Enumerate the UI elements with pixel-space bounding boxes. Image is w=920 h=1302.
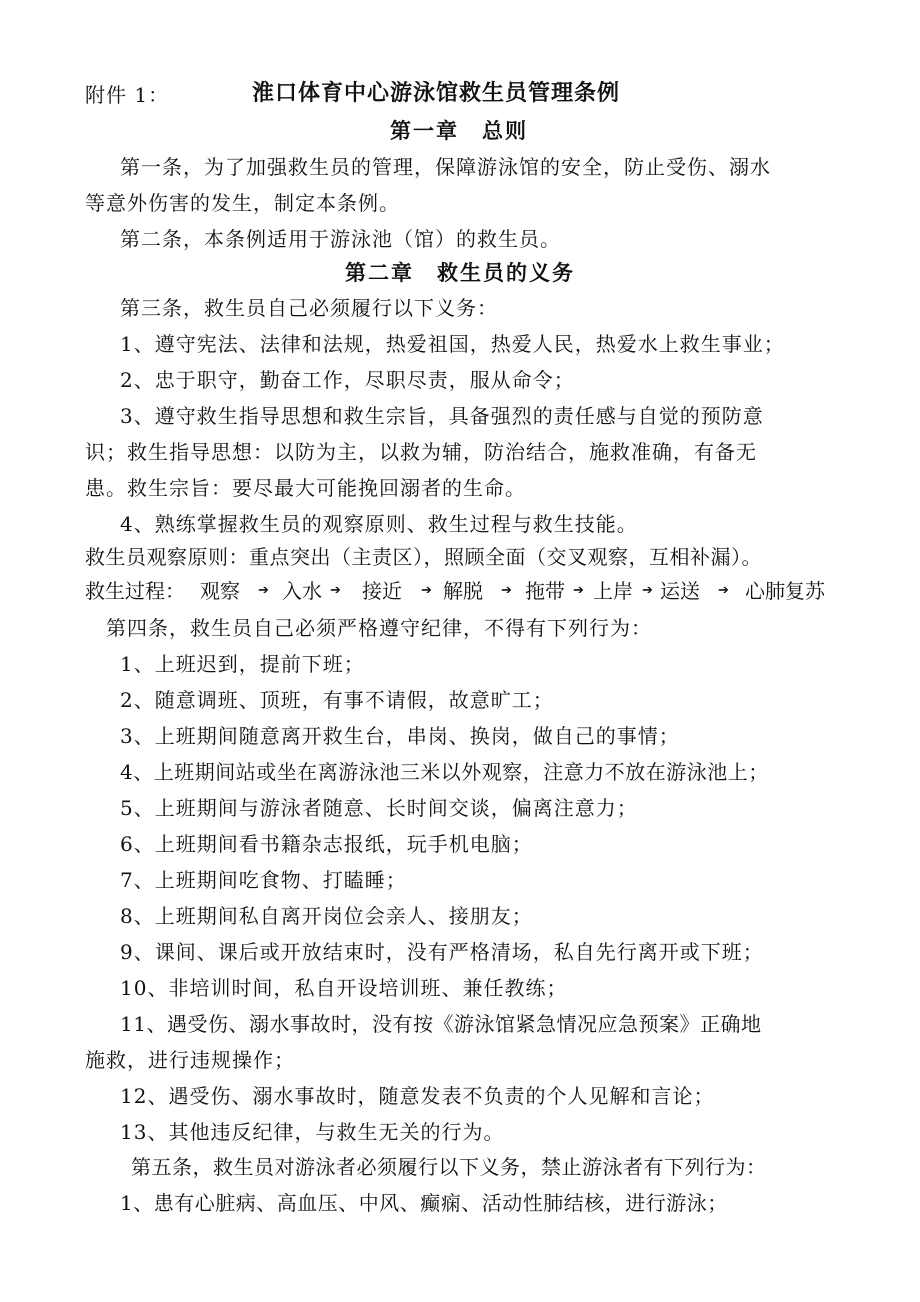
rule-1: 1、上班迟到，提前下班； [120,652,365,676]
rule-3: 3、上班期间随意离开救生台，串岗、换岗，做自己的事情； [120,724,680,748]
process-step: 拖带 [525,579,565,603]
arrow-right-icon: ➔ [573,583,584,598]
process-step: 运送 [660,579,700,603]
arrow-right-icon: ➔ [501,583,512,598]
process-step: 上岸 [593,579,633,603]
article2: 第二条，本条例适用于游泳池（馆）的救生员。 [120,227,561,251]
rule-6: 6、上班期间看书籍杂志报纸，玩手机电脑； [120,832,533,856]
rule-13: 13、其他违反纪律，与救生无关的行为。 [120,1120,505,1144]
rule-12: 12、遇受伤、溺水事故时，随意发表不负责的个人见解和言论； [120,1084,715,1108]
observation-principle: 救生员观察原则：重点突出（主责区），照顾全面（交叉观察，互相补漏）。 [85,545,762,569]
process-step: 心肺复苏 [745,579,825,603]
rule-10: 10、非培训时间，私自开设培训班、兼任教练； [120,976,568,1000]
chapter2-heading: 第二章 救生员的义务 [345,261,575,285]
rule-11-line1: 11、遇受伤、溺水事故时，没有按《游泳馆紧急情况应急预案》正确地 [120,1012,762,1036]
process-step: 接近 [362,579,402,603]
chapter1-heading: 第一章 总则 [390,119,528,143]
rule-8: 8、上班期间私自离开岗位会亲人、接朋友； [120,904,533,928]
process-step: 入水 [282,579,322,603]
rule-9: 9、课间、课后或开放结束时，没有严格清场，私自先行离开或下班； [120,940,764,964]
duty-3-line1: 3、遵守救生指导思想和救生宗旨，具备强烈的责任感与自觉的预防意 [120,404,764,428]
rule-2: 2、随意调班、顶班，有事不请假，故意旷工； [120,688,554,712]
article1-line1: 第一条，为了加强救生员的管理，保障游泳馆的安全，防止受伤、溺水 [120,155,771,179]
duty-3-line3: 患。救生宗旨：要尽最大可能挽回溺者的生命。 [85,476,526,500]
process-step: 解脱 [443,579,483,603]
duty-3-line2: 识；救生指导思想：以防为主，以救为辅，防治结合，施救准确，有备无 [85,440,757,464]
rescue-process-label: 救生过程： [85,579,185,603]
document-title: 淮口体育中心游泳馆救生员管理条例 [252,81,621,106]
rule-11-line2: 施救，进行违规操作； [85,1048,295,1072]
arrow-right-icon: ➔ [330,583,341,598]
rule-5: 5、上班期间与游泳者随意、长时间交谈，偏离注意力； [120,796,638,820]
rule-7: 7、上班期间吃食物、打瞌睡； [120,868,407,892]
arrow-right-icon: ➔ [421,583,432,598]
duty-1: 1、遵守宪法、法律和法规，热爱祖国，热爱人民，热爱水上救生事业； [120,332,785,356]
arrow-right-icon: ➔ [642,583,653,598]
article4: 第四条，救生员自己必须严格遵守纪律，不得有下列行为： [106,616,652,640]
article1-line2: 等意外伤害的发生，制定本条例。 [85,191,400,215]
arrow-right-icon: ➔ [718,583,729,598]
article5: 第五条，救生员对游泳者必须履行以下义务，禁止游泳者有下列行为： [131,1155,767,1179]
article3: 第三条，救生员自己必须履行以下义务： [120,296,498,320]
duty-2: 2、忠于职守，勤奋工作，尽职尽责，服从命令； [120,368,575,392]
process-step: 观察 [200,579,240,603]
swimmer-rule-1: 1、患有心脏病、高血压、中风、癫痫、活动性肺结核，进行游泳； [120,1191,728,1215]
attachment-label: 附件 1： [85,83,170,107]
arrow-right-icon: ➔ [258,583,269,598]
rule-4: 4、上班期间站或坐在离游泳池三米以外观察，注意力不放在游泳池上； [120,760,769,784]
duty-4: 4、熟练掌握救生员的观察原则、救生过程与救生技能。 [120,512,638,536]
